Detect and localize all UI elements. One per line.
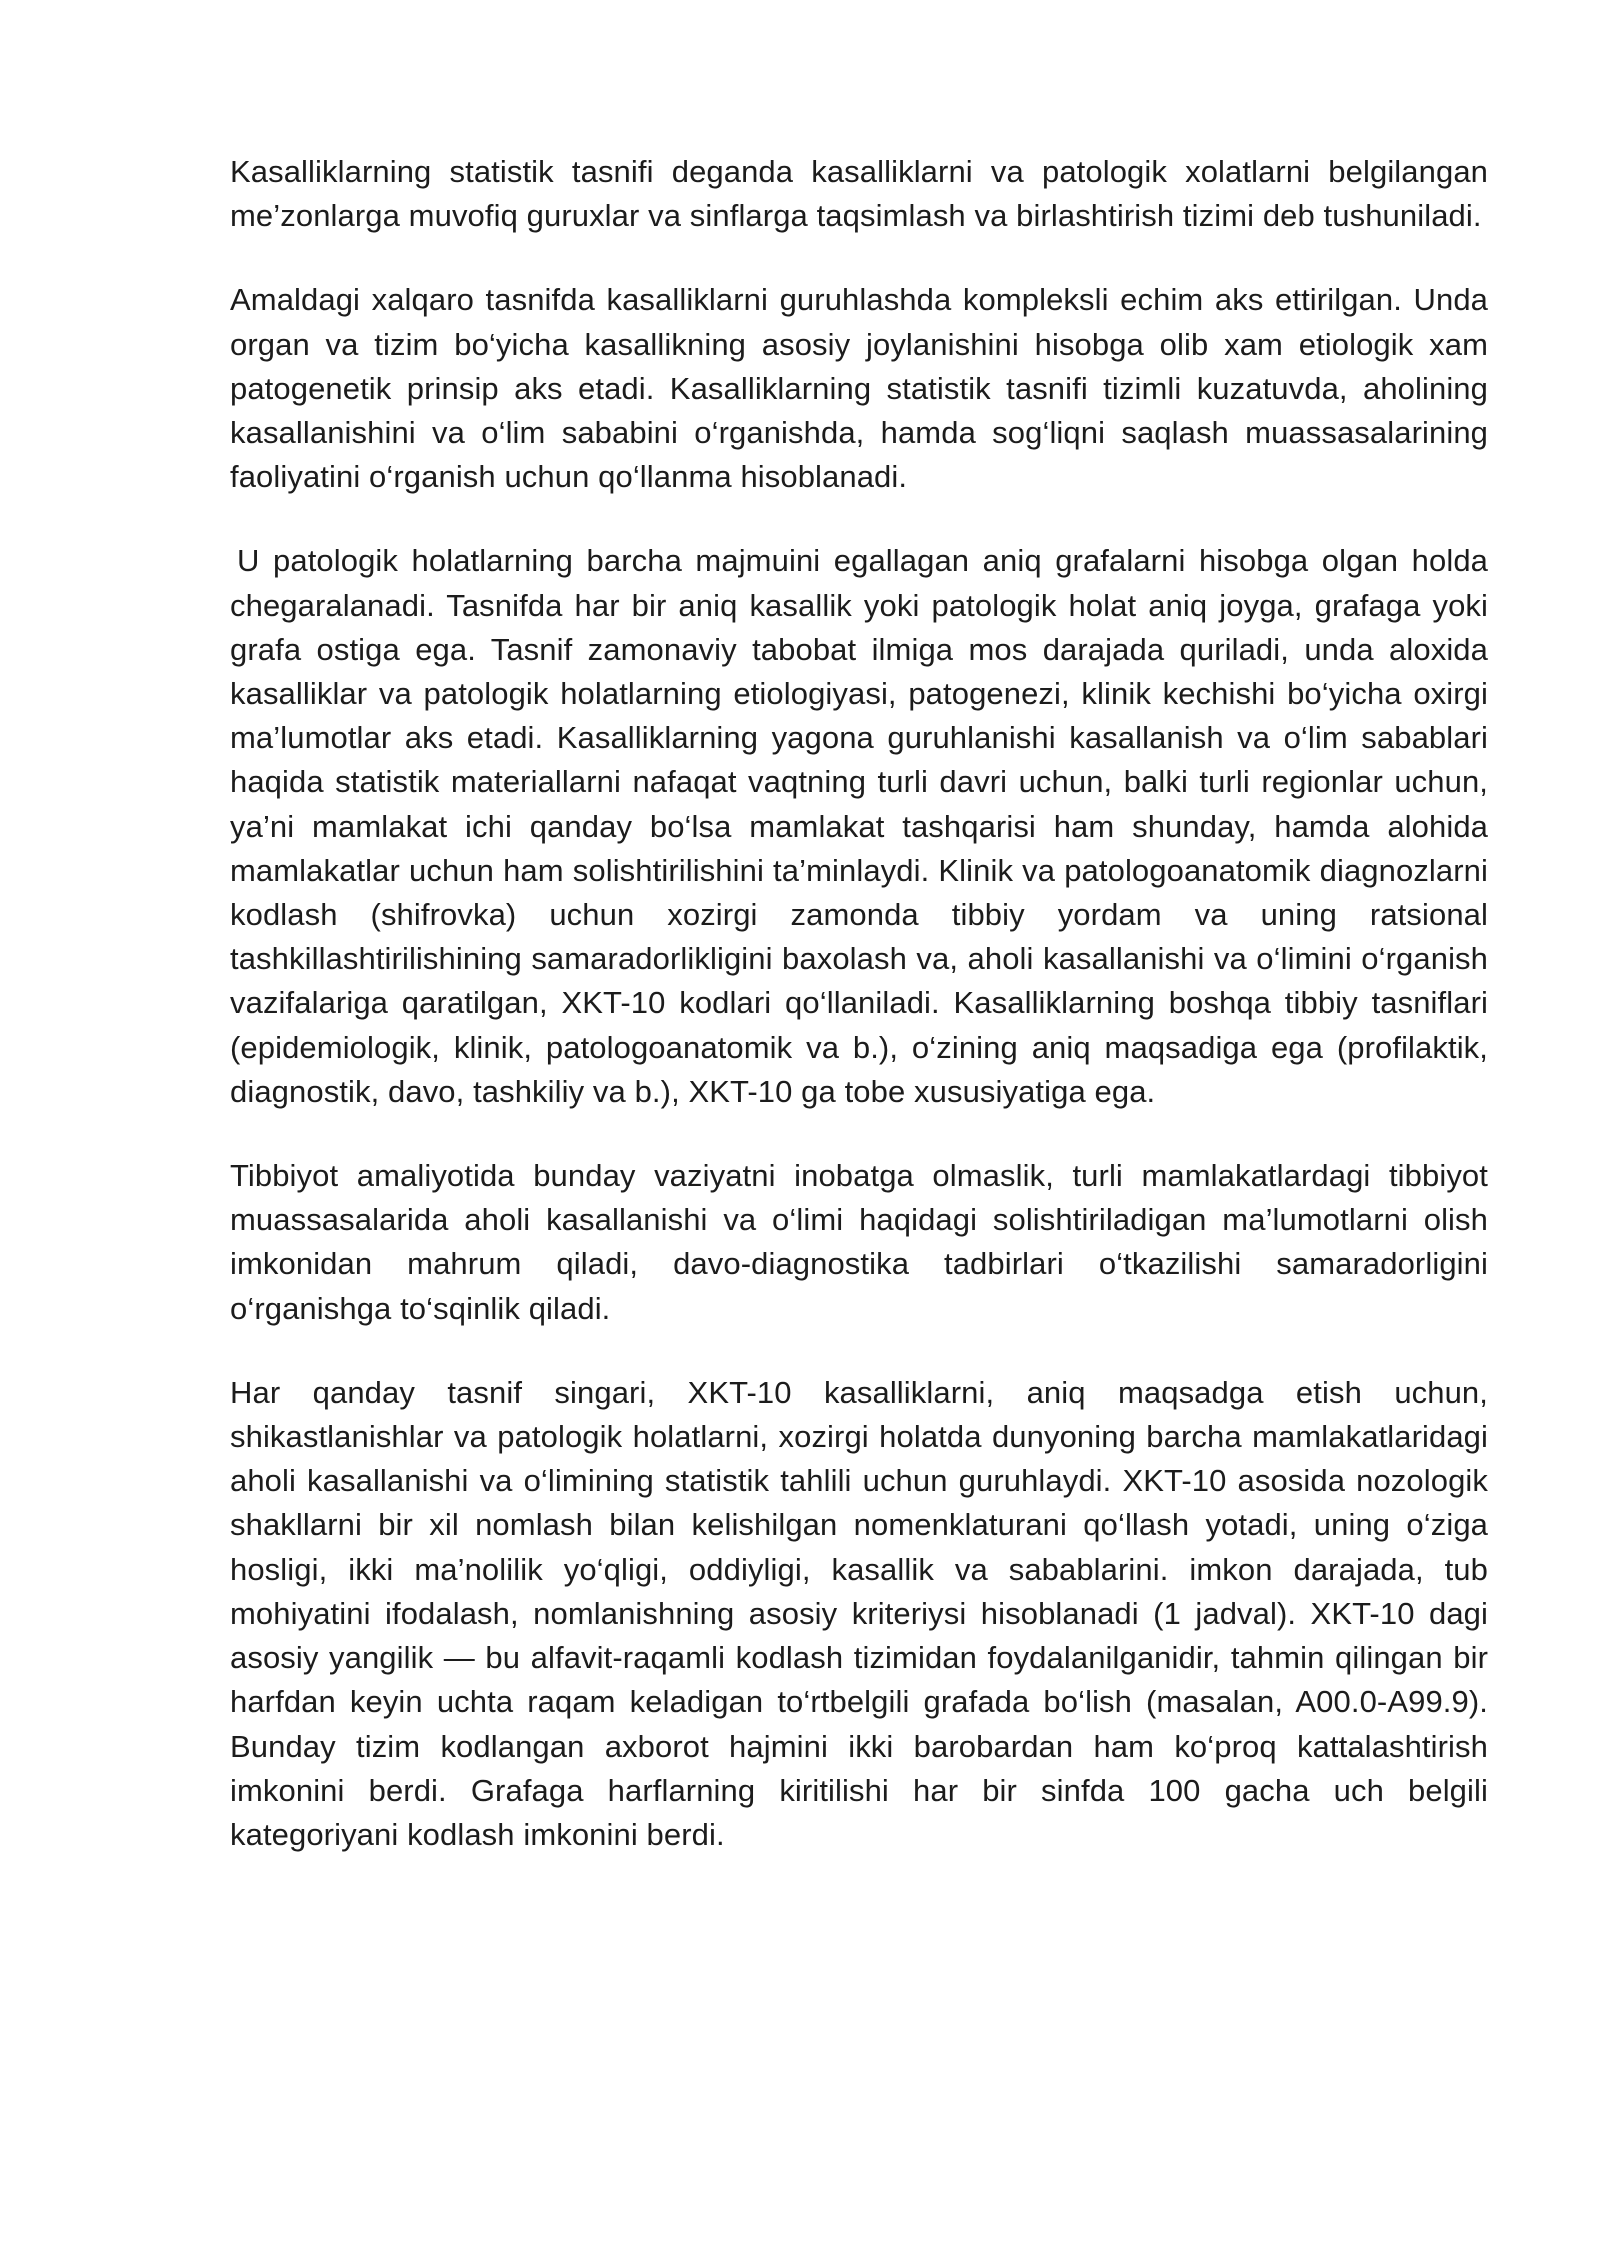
document-body [230, 150, 1488, 1897]
paragraph-1: Kasalliklarning statistik tasnifi deganda kasalliklarni va patologik xolatlarni belgilangan me’zonlarga muvofiq guruxlar va sinflarga taqsimlash va birlashtirish tizimi deb tushuniladi. [230, 154, 1488, 234]
paragraph-3: U patologik holatlarning barcha majmuini egallagan aniq grafalarni hisobga olgan holda chegaralanadi. Tasnifda har bir aniq kasallik yoki patologik holat aniq joyga, grafaga yoki grafa ostiga ega. Tasnif zamonaviy tabobat ilmiga mos darajada quriladi, unda aloxida kasalliklar va patologik holatlarning etiologiyasi, patogenezi, klinik kechishi bo‘yicha oxirgi ma’lumotlar aks etadi. Kasalliklarning yagona guruhlanishi kasallanish va o‘lim sabablari haqida statistik materiallarni nafaqat vaqtning turli davri uchun, balki turli regionlar uchun, ya’ni mamlakat ichi qanday bo‘lsa mamlakat tashqarisi ham shunday, hamda alohida mamlakatlar uchun ham solishtirilishini ta’minlaydi. Klinik va patologoanatomik diagnozlarni kodlash (shifrovka) uchun xozirgi zamonda tibbiy yordam va uning ratsional tashkillashtirilishining samaradorlikligini baxolash va, aholi kasallanishi va o‘limini o‘rganish vazifalariga qaratilgan, XKT-10 kodlari qo‘llaniladi. Kasalliklarning boshqa tibbiy tasniflari (epidemiologik, klinik, patologoanatomik va b.), o‘zining aniq maqsadiga ega (profilaktik, diagnostik, davo, tashkiliy va b.), XKT-10 ga tobe xususiyatiga ega. [230, 543, 1488, 1109]
paragraph-2: Amaldagi xalqaro tasnifda kasalliklarni guruhlashda kompleksli echim aks ettirilgan. Unda organ va tizim bo‘yicha kasallikning asosiy joylanishini hisobga olib xam etiologik xam patogenetik prinsip aks etadi. Kasalliklarning statistik tasnifi tizimli kuzatuvda, aholining kasallanishini va o‘lim sababini o‘rganishda, hamda sog‘liqni saqlash muassasalarining faoliyatini o‘rganish uchun qo‘llanma hisoblanadi. [230, 282, 1488, 495]
paragraph-5: Har qanday tasnif singari, XKT-10 kasalliklarni, aniq maqsadga etish uchun, shikastlanishlar va patologik holatlarni, xozirgi holatda dunyoning barcha mamlakatlaridagi aholi kasallanishi va o‘limining statistik tahlili uchun guruhlaydi. XKT-10 asosida nozologik shakllarni bir xil nomlash bilan kelishilgan nomenklaturani qo‘llash yotadi, uning o‘ziga hosligi, ikki ma’nolilik yo‘qligi, oddiyligi, kasallik va sabablarini. imkon darajada, tub mohiyatini ifodalash, nomlanishning asosiy kriteriysi hisoblanadi (1 jadval). XKT-10 dagi asosiy yangilik — bu alfavit-raqamli kodlash tizimidan foydalanilganidir, tahmin qilingan bir harfdan keyin uchta raqam keladigan to‘rtbelgili grafada bo‘lish (masalan, A00.0-A99.9). Bunday tizim kodlangan axborot hajmini ikki barobardan ham ko‘proq kattalashtirish imkonini berdi. Grafaga harflarning kiritilishi har bir sinfda 100 gacha uch belgili kategoriyani kodlash imkonini berdi. [230, 1374, 1488, 1852]
paragraph-4: Tibbiyot amaliyotida bunday vaziyatni inobatga olmaslik, turli mamlakatlardagi tibbiyot muassasalarida aholi kasallanishi va o‘limi haqidagi solishtiriladigan ma’lumotlarni olish imkonidan mahrum qiladi, davo-diagnostika tadbirlari o‘tkazilishi samaradorligini o‘rganishga to‘sqinlik qiladi. [230, 1158, 1488, 1326]
